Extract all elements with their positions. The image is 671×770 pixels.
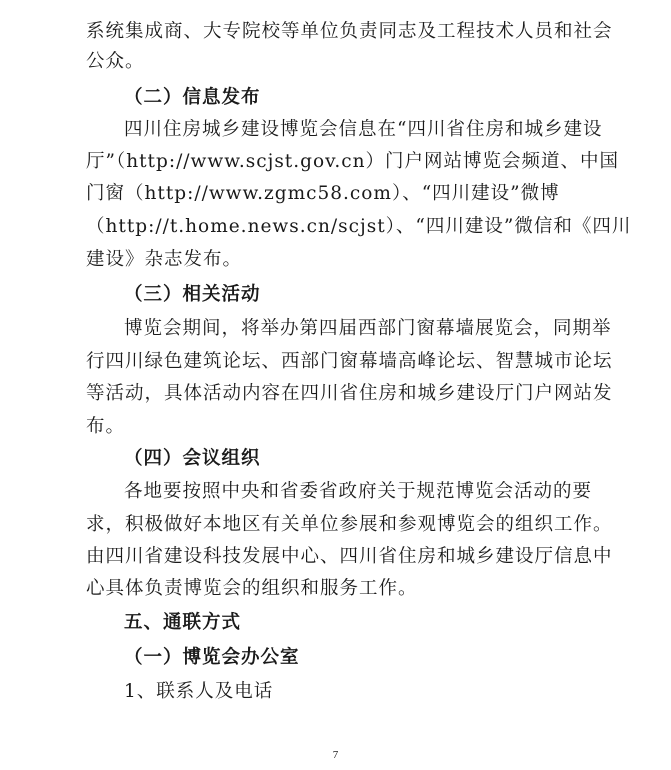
body-line: 行四川绿色建筑论坛、西部门窗幕墙高峰论坛、智慧城市论坛 xyxy=(86,351,613,372)
body-line: 布。 xyxy=(86,416,126,437)
section-heading-contact: 五、通联方式 xyxy=(124,612,242,633)
subsection-heading-office: （一）博览会办公室 xyxy=(124,647,300,668)
section-heading-info: （二）信息发布 xyxy=(124,87,261,108)
body-line: （http://t.home.news.cn/scjst）、“四川建设”微信和《四川 xyxy=(86,216,632,237)
body-line: 厅”（http://www.scjst.gov.cn）门户网站博览会频道、中国 xyxy=(86,151,620,172)
body-line: 四川住房城乡建设博览会信息在“四川省住房和城乡建设 xyxy=(124,119,603,140)
body-line: 系统集成商、大专院校等单位负责同志及工程技术人员和社会 xyxy=(86,21,613,42)
body-line: 各地要按照中央和省委省政府关于规范博览会活动的要 xyxy=(124,481,593,502)
body-line: 求，积极做好本地区有关单位参展和参观博览会的组织工作。 xyxy=(86,514,613,535)
body-line: 博览会期间，将举办第四届西部门窗幕墙展览会，同期举 xyxy=(124,318,612,339)
section-heading-organization: （四）会议组织 xyxy=(124,448,261,469)
body-line: 门窗（http://www.zgmc58.com）、“四川建设”微博 xyxy=(86,183,560,204)
body-line: 心具体负责博览会的组织和服务工作。 xyxy=(86,578,418,599)
body-line: 公众。 xyxy=(86,51,145,72)
page-number: 7 xyxy=(332,749,339,761)
body-line: 建设》杂志发布。 xyxy=(86,249,243,270)
list-item: 1、联系人及电话 xyxy=(124,681,274,702)
body-line: 等活动，具体活动内容在四川省住房和城乡建设厅门户网站发 xyxy=(86,383,613,404)
body-line: 由四川省建设科技发展中心、四川省住房和城乡建设厅信息中 xyxy=(86,546,613,567)
section-heading-activities: （三）相关活动 xyxy=(124,284,261,305)
